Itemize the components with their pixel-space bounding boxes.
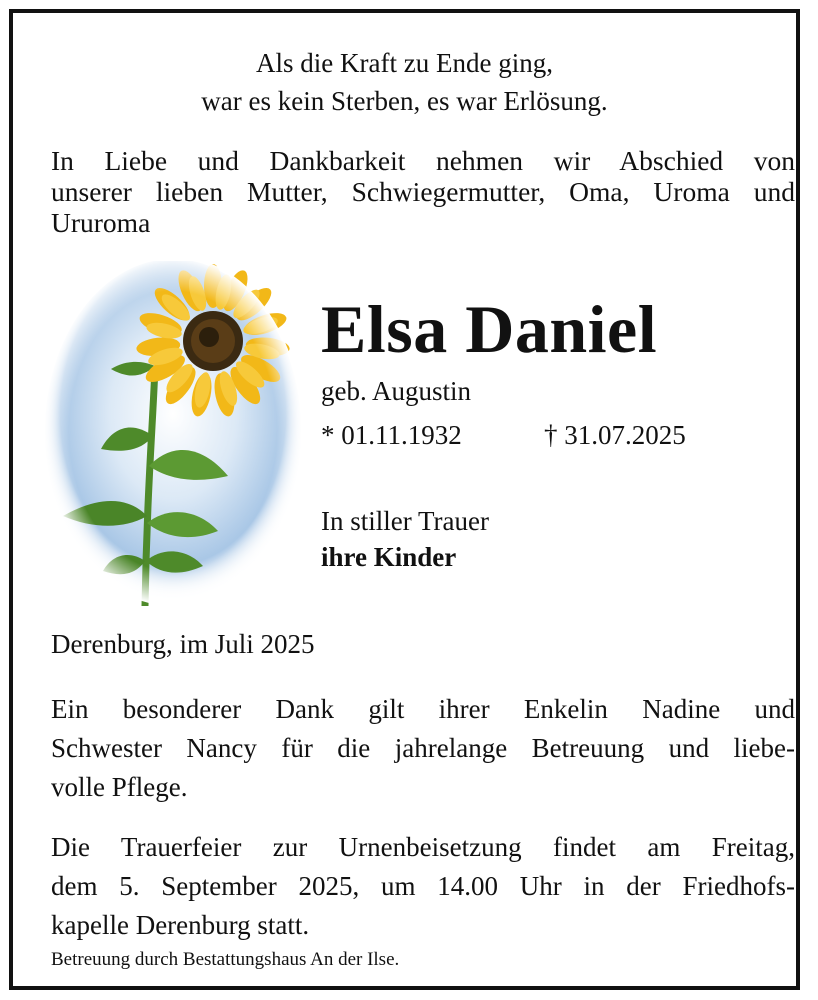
thanks-line-3: volle Pflege. <box>51 772 188 802</box>
service-text <box>51 828 795 945</box>
service-line-1: Die Trauerfeier zur Urnenbeisetzung findet am Freitag, <box>51 832 795 862</box>
thanks-line-2: Schwester Nancy für die jahrelange Betreuung und liebe- <box>51 733 795 763</box>
death-date: † 31.07.2025 <box>544 420 686 450</box>
obituary-notice <box>9 9 800 990</box>
service-line-2: dem 5. September 2025, um 14.00 Uhr in der Friedhofs- <box>51 871 795 901</box>
mourners-names: ihre Kinder <box>321 542 457 572</box>
birth-date: * 01.11.1932 <box>321 420 462 450</box>
thanks-text <box>51 690 795 807</box>
maiden-name: geb. Augustin <box>321 376 472 406</box>
intro-line-2: unserer lieben Mutter, Schwiegermutter, Oma, Uroma und <box>51 176 795 207</box>
mourners-intro: In stiller Trauer <box>321 506 489 536</box>
deceased-name: Elsa Daniel <box>321 291 658 367</box>
intro-line-1: In Liebe und Dankbarkeit nehmen wir Abschied von <box>51 145 795 176</box>
service-line-3: kapelle Derenburg statt. <box>51 910 310 940</box>
motto <box>13 44 796 120</box>
funeral-home-note: Betreuung durch Bestattungshaus An der Ilse. <box>51 949 400 970</box>
intro-line-3: Ururoma <box>51 207 151 238</box>
place-date: Derenburg, im Juli 2025 <box>51 629 315 659</box>
intro-text <box>51 145 795 238</box>
sunflower-image <box>43 261 313 611</box>
thanks-line-1: Ein besonderer Dank gilt ihrer Enkelin Nadine und <box>51 694 795 724</box>
motto-line-1: Als die Kraft zu Ende ging, <box>256 48 553 78</box>
motto-line-2: war es kein Sterben, es war Erlösung. <box>201 86 608 116</box>
